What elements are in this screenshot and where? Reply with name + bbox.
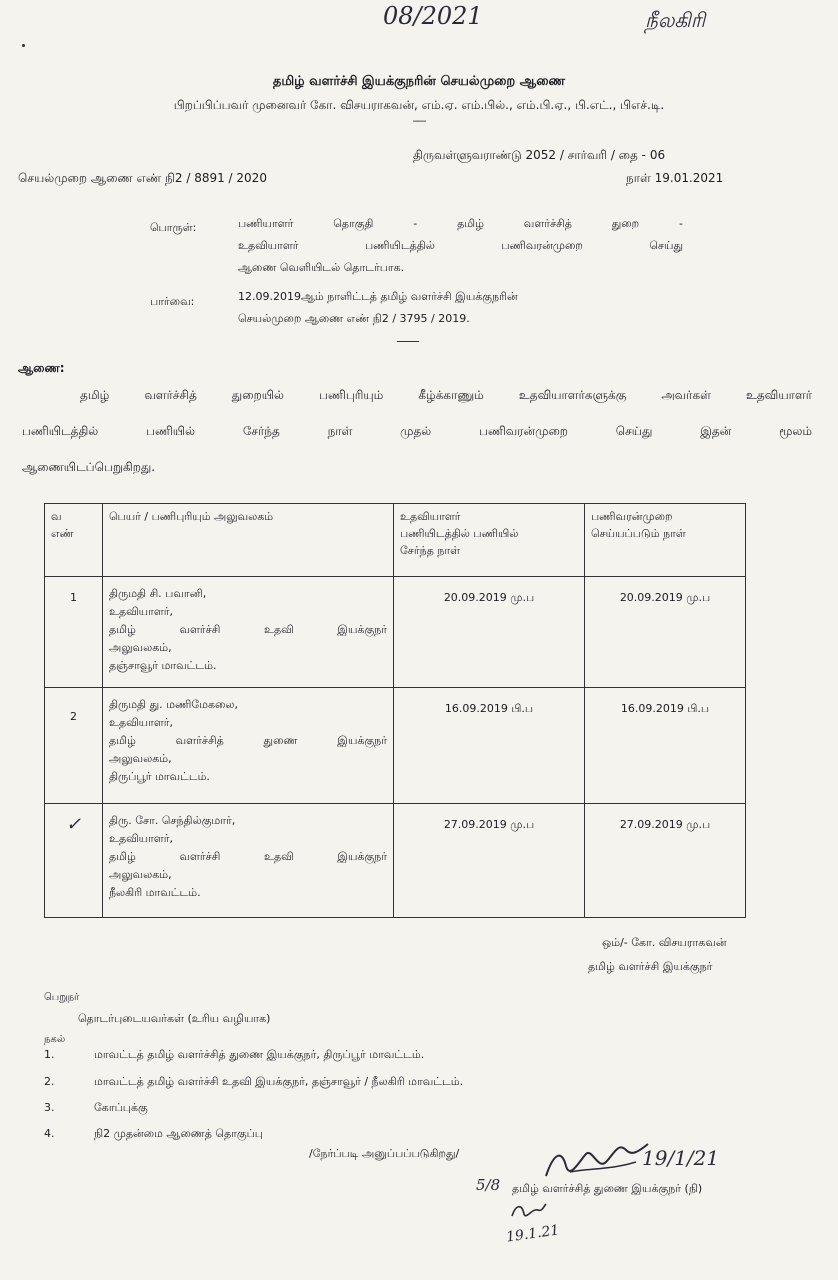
order-number: செயல்முறை ஆணை எண் நி2 / 8891 / 2020 [18, 171, 267, 185]
handwritten-district-note: நீலகிரி [645, 8, 706, 32]
copy-num: 4. [44, 1127, 55, 1140]
employee-table [44, 503, 746, 918]
recipients-item: தொடர்புடையவர்கள் (உரிய வழியாக) [78, 1012, 271, 1025]
header-divider: ----- [412, 116, 426, 127]
employee-line: திருமதி சி. பவானி, [109, 587, 207, 600]
page-title: தமிழ் வளர்ச்சி இயக்குநரின் செயல்முறை ஆணை [272, 74, 566, 89]
reference-line: 12.09.2019ஆம் நாளிட்டத் தமிழ் வளர்ச்சி இயக்குநரின் [238, 290, 518, 303]
initials-scribble [508, 1200, 548, 1222]
row-sno: 1 [45, 577, 103, 688]
row-joined-date: 20.09.2019 மு.ப [394, 577, 585, 688]
ink-dot [22, 44, 25, 47]
header-regularized [585, 504, 746, 577]
row-joined-date: 27.09.2019 மு.ப [394, 804, 585, 918]
copy-num: 2. [44, 1075, 55, 1088]
copy-item: மாவட்டத் தமிழ் வளர்ச்சித் துணை இயக்குநர், திருப்பூர் மாவட்டம். [94, 1048, 425, 1061]
table-header-row [45, 504, 746, 577]
order-heading: ஆணை: [18, 361, 65, 375]
signatory-title: தமிழ் வளர்ச்சி இயக்குநர் [588, 960, 713, 973]
employee-line: அலுவலகம், [109, 868, 172, 881]
table-row [45, 688, 746, 804]
handwritten-file-number: 08/2021 [383, 2, 483, 30]
employee-line: நீலகிரி மாவட்டம். [109, 886, 201, 899]
employee-line: உதவியாளர், [109, 605, 174, 618]
employee-line: திருமதி து. மணிமேகலை, [109, 698, 239, 711]
employee-line: தமிழ் வளர்ச்சி உதவி இயக்குநர் [109, 850, 387, 863]
forwarding-note: /நேர்ப்படி அனுப்பப்படுகிறது/ [309, 1147, 460, 1160]
order-line-2 [22, 424, 812, 440]
row-regularized-date: 16.09.2019 பி.ப [585, 688, 746, 804]
issuer-line: பிறப்பிப்பவர் முனைவர் கோ. விசயராகவன், எம்.ஏ. எம்.பில்., எம்.பி.ஏ., பி.எட்., பிஎச்.டி. [173, 98, 665, 112]
employee-line: தஞ்சாவூர் மாவட்டம். [109, 659, 217, 672]
recipients-label: பெறுநர் [44, 992, 80, 1003]
header-text: உதவியாளர் [400, 510, 461, 523]
reference-line: செயல்முறை ஆணை எண் நி2 / 3795 / 2019. [238, 312, 470, 325]
header-text: செய்யப்படும் நாள் [591, 527, 686, 540]
reference-block [238, 286, 658, 330]
handwritten-margin-note: 5/8 [476, 1176, 501, 1194]
tamil-calendar-date: திருவள்ளுவராண்டு 2052 / சார்வரி / தை - 06 [413, 148, 666, 162]
row-employee [103, 577, 394, 688]
forwarding-office: தமிழ் வளர்ச்சித் துணை இயக்குநர் (நி) [512, 1182, 703, 1195]
row-sno [45, 804, 103, 918]
header-text: பணிவரன்முறை [591, 510, 673, 523]
header-text: பணியிடத்தில் பணியில் [400, 527, 519, 540]
subject-label: பொருள்: [150, 221, 197, 234]
copy-item: நி2 முதன்மை ஆணைத் தொகுப்பு [94, 1127, 263, 1140]
employee-line: தமிழ் வளர்ச்சி உதவி இயக்குநர் [109, 623, 387, 636]
row-joined-date: 16.09.2019 பி.ப [394, 688, 585, 804]
header-text: வ [51, 510, 62, 523]
header-joined [394, 504, 585, 577]
header-name [103, 504, 394, 577]
row-employee [103, 688, 394, 804]
handwritten-signature-date: 19/1/21 [642, 1146, 720, 1170]
order-text: பணியிடத்தில் பணியில் சேர்ந்த நாள் முதல் பணிவரன்முறை செய்து இதன் மூலம் [22, 424, 812, 438]
header-text: பெயர் / பணிபுரியும் அலுவலகம் [109, 510, 274, 523]
copy-num: 1. [44, 1048, 55, 1061]
signatory-name: ஒம்/- கோ. விசயராகவன் [602, 936, 727, 949]
employee-line: அலுவலகம், [109, 752, 172, 765]
employee-line: அலுவலகம், [109, 641, 172, 654]
copy-num: 3. [44, 1101, 55, 1114]
copy-label: நகல் [44, 1034, 66, 1045]
copy-item: மாவட்டத் தமிழ் வளர்ச்சி உதவி இயக்குநர், தஞ்சாவூர் / நீலகிரி மாவட்டம். [94, 1075, 464, 1088]
header-sno [45, 504, 103, 577]
reference-divider [397, 341, 419, 342]
row-regularized-date: 20.09.2019 மு.ப [585, 577, 746, 688]
table-row [45, 577, 746, 688]
subject-block [238, 213, 683, 279]
order-date: நாள் 19.01.2021 [626, 171, 724, 185]
reference-label: பார்வை: [150, 295, 195, 308]
row-employee [103, 804, 394, 918]
handwritten-tick: ✓ [65, 814, 82, 835]
row-regularized-date: 27.09.2019 மு.ப [585, 804, 746, 918]
row-sno: 2 [45, 688, 103, 804]
subject-line: பணியாளர் தொகுதி - தமிழ் வளர்ச்சித் துறை - [238, 217, 683, 230]
copy-item: கோப்புக்கு [94, 1101, 148, 1114]
order-line-3: ஆணையிடப்பெறுகிறது. [22, 460, 156, 474]
header-text: எண் [51, 527, 74, 540]
handwritten-initials-date: 19.1.21 [505, 1222, 561, 1246]
employee-line: உதவியாளர், [109, 832, 174, 845]
header-text: சேர்ந்த நாள் [400, 544, 461, 557]
employee-line: திருப்பூர் மாவட்டம். [109, 770, 210, 783]
order-text: தமிழ் வளர்ச்சித் துறையில் பணிபுரியும் கீழ்க்காணும் உதவியாளர்களுக்கு அவர்கள் உதவியாளர் [80, 388, 812, 402]
subject-line: ஆணை வெளியிடல் தொடர்பாக. [238, 261, 405, 274]
table-row [45, 804, 746, 918]
employee-line: உதவியாளர், [109, 716, 174, 729]
subject-line: உதவியாளர் பணியிடத்தில் பணிவரன்முறை செய்து [238, 239, 683, 252]
order-line-1 [80, 388, 812, 404]
employee-line: திரு. சோ. செந்தில்குமார், [109, 814, 236, 827]
employee-line: தமிழ் வளர்ச்சித் துணை இயக்குநர் [109, 734, 387, 747]
